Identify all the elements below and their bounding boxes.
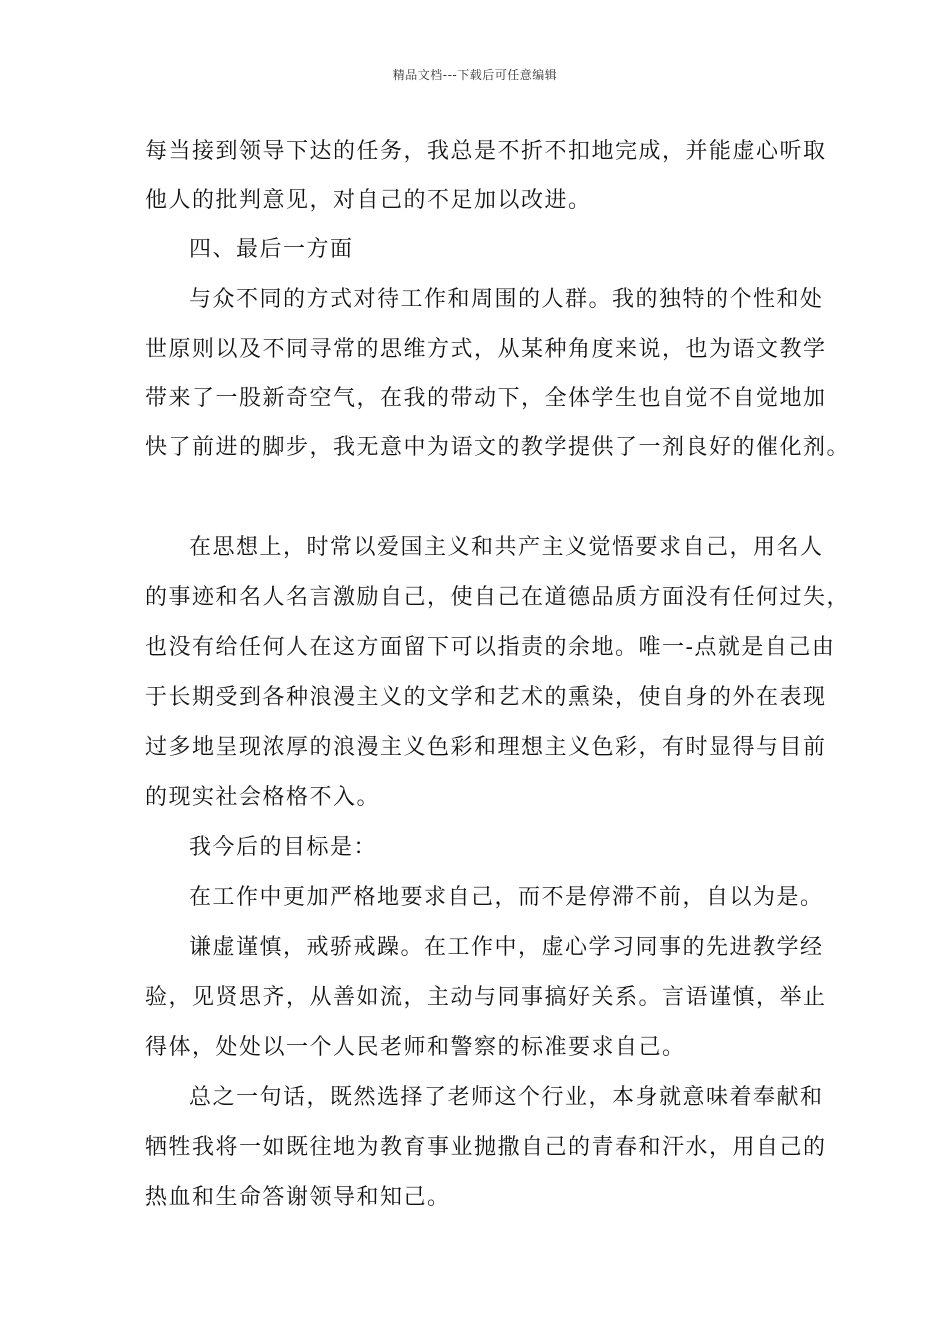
text-line: 于长期受到各种浪漫主义的文学和艺术的熏染，使自身的外在表现 [145,685,827,710]
text-line: 过多地呈现浓厚的浪漫主义色彩和理想主义色彩，有时显得与目前 [145,735,827,760]
text-line: 带来了一股新奇空气，在我的带动下，全体学生也自觉不自觉地加 [145,386,827,411]
text-line: 在思想上，时常以爱国主义和共产主义觉悟要求自己，用名人 [189,535,824,560]
text-line: 我今后的目标是： [189,835,378,860]
text-line: 的事迹和名人名言激励自己，使自己在道德品质方面没有任何过失， [145,585,851,610]
text-line: 世原则以及不同寻常的思维方式，从某种角度来说，也为语文教学 [145,337,827,362]
text-line: 热血和生命答谢领导和知己。 [145,1185,451,1210]
text-line: 谦虚谨慎，戒骄戒躁。在工作中，虚心学习同事的先进教学经 [189,935,824,960]
text-line: 总之一句话，既然选择了老师这个行业，本身就意味着奉献和 [189,1085,824,1110]
text-line: 牺牲我将一如既往地为教育事业抛撒自己的青春和汗水，用自己的 [145,1135,827,1160]
text-line: 也没有给任何人在这方面留下可以指责的余地。唯一-点就是自己由 [145,635,836,660]
text-line: 快了前进的脚步，我无意中为语文的教学提供了一剂良好的催化剂。 [145,435,851,460]
text-line: 得体，处处以一个人民老师和警察的标准要求自己。 [145,1035,686,1060]
text-line: 与众不同的方式对待工作和周围的人群。我的独特的个性和处 [189,287,824,312]
text-line: 每当接到领导下达的任务，我总是不折不扣地完成，并能虚心听取 [145,139,827,164]
text-line: 他人的批判意见，对自己的不足加以改进。 [145,188,592,213]
page-header: 精品文档---下载后可任意编辑 [392,68,558,82]
text-line: 的现实社会格格不入。 [145,785,381,810]
text-line: 在工作中更加严格地要求自己，而不是停滞不前，自以为是。 [189,885,824,910]
text-line: 四、最后一方面 [189,237,354,262]
text-line: 验，见贤思齐，从善如流，主动与同事搞好关系。言语谨慎，举止 [145,985,827,1010]
